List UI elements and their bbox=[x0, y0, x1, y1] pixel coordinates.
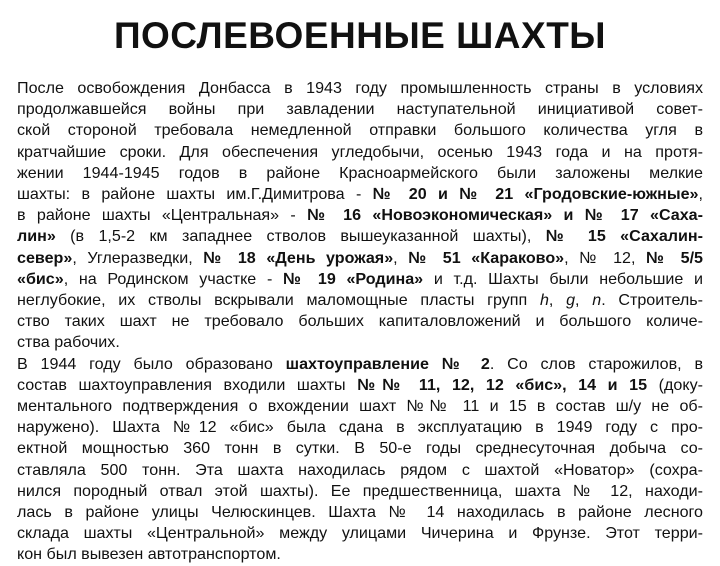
bold-text: № 16 «Новоэкономическая» и № 17 «Саха- bbox=[307, 206, 703, 225]
text-line bbox=[17, 290, 703, 311]
bold-text: лин» bbox=[17, 227, 56, 246]
text-segment: наружено). Шахта №12 «бис» была сдана в эксплуатацию в 1949 году с про- bbox=[17, 418, 703, 437]
text-segment: неглубокие, их стволы вскрывали маломощные пласты групп bbox=[17, 291, 540, 310]
text-line bbox=[17, 523, 703, 544]
text-segment: . Со слов старожилов, в bbox=[489, 354, 703, 373]
text-line bbox=[17, 332, 703, 353]
text-segment: продолжавшейся войны при завладении наступательной инициативой совет- bbox=[17, 100, 703, 119]
text-line bbox=[17, 375, 703, 396]
italic-text: n bbox=[592, 291, 602, 310]
text-segment: В 1944 году было образовано bbox=[17, 354, 286, 373]
text-segment: , на Родинском участке - bbox=[63, 269, 284, 288]
text-line bbox=[17, 544, 703, 565]
text-segment: ментального подтверждения о вхождении шахт №№ 11 и 15 в состав ш/у не об- bbox=[17, 397, 703, 416]
italic-text: g bbox=[566, 291, 576, 310]
text-segment: (доку- bbox=[647, 375, 703, 394]
text-segment: ской стороной требовала немедленной отправки большого количества угля в bbox=[17, 121, 703, 140]
text-segment: шахты: в районе шахты им.Г.Димитрова - bbox=[17, 185, 373, 204]
text-segment: склада шахты «Центральной» между улицами Чичерина и Фрунзе. Этот терри- bbox=[17, 524, 703, 543]
bold-text: №№ 11, 12, 12 «бис», 14 и 15 bbox=[357, 375, 648, 394]
text-line bbox=[17, 396, 703, 417]
text-line bbox=[17, 460, 703, 481]
bold-text: север» bbox=[17, 248, 73, 267]
text-segment: (в 1,5-2 км западнее стволов вышеуказанной шахты), bbox=[55, 227, 546, 246]
text-line bbox=[17, 163, 703, 184]
text-segment: ство таких шахт не требовало больших капиталовложений и большого количе- bbox=[17, 312, 703, 331]
text-line bbox=[17, 226, 703, 247]
text-line bbox=[17, 438, 703, 459]
bold-text: № 20 и № 21 «Гродовские-южные» bbox=[372, 185, 699, 204]
text-line bbox=[17, 502, 703, 523]
text-segment: , bbox=[393, 248, 409, 267]
text-line bbox=[17, 269, 703, 290]
page-title: ПОСЛЕВОЕННЫЕ ШАХТЫ bbox=[113, 15, 607, 56]
bold-text: № 51 «Караково» bbox=[408, 248, 565, 267]
bold-text: № 15 «Сахалин- bbox=[545, 227, 703, 246]
text-line bbox=[17, 142, 703, 163]
text-line bbox=[17, 205, 703, 226]
text-segment: , bbox=[575, 291, 593, 310]
text-segment: нился породный отвал этой шахты). Ее предшественница, шахта № 12, находи- bbox=[17, 481, 703, 500]
bold-text: № 18 «День урожая» bbox=[203, 248, 394, 267]
text-line bbox=[17, 311, 703, 332]
text-segment: в районе шахты «Центральная» - bbox=[17, 206, 308, 225]
body-text bbox=[17, 78, 703, 566]
text-segment: состав шахтоуправления входили шахты bbox=[17, 375, 358, 394]
text-segment: , № 12, bbox=[564, 248, 647, 267]
text-segment: кратчайшие сроки. Для обеспечения угледобычи, осенью 1943 года и на протя- bbox=[17, 142, 703, 161]
text-line bbox=[17, 248, 703, 269]
text-line bbox=[17, 184, 703, 205]
italic-text: h bbox=[539, 291, 549, 310]
text-segment: , bbox=[698, 185, 703, 204]
text-line bbox=[17, 99, 703, 120]
bold-text: № 19 «Родина» bbox=[283, 269, 424, 288]
text-line bbox=[17, 417, 703, 438]
bold-text: № 5/5 bbox=[646, 248, 703, 267]
text-line bbox=[17, 78, 703, 99]
text-segment: и т.д. Шахты были небольшие и bbox=[423, 269, 703, 288]
text-segment: кон был вывезен автотранспортом. bbox=[17, 545, 281, 564]
text-segment: , bbox=[548, 291, 567, 310]
text-segment: После освобождения Донбасса в 1943 году промышленность страны в условиях bbox=[17, 79, 703, 97]
text-segment: жении 1944-1945 годов в районе Красноармейского были заложены мелкие bbox=[17, 163, 703, 182]
bold-text: шахтоуправление № 2 bbox=[285, 354, 490, 373]
text-line bbox=[17, 481, 703, 502]
text-segment: ства рабочих. bbox=[17, 333, 120, 352]
text-line bbox=[17, 354, 703, 375]
text-segment: , Углеразведки, bbox=[72, 248, 204, 267]
text-segment: лась в районе улицы Челюскинцев. Шахта № 14 находилась в районе лесного bbox=[17, 503, 703, 522]
text-segment: . Строитель- bbox=[601, 291, 703, 310]
text-segment: ектной мощностью 360 тонн в сутки. В 50-е годы среднесуточная добыча со- bbox=[17, 439, 703, 458]
text-line bbox=[17, 120, 703, 141]
bold-text: «бис» bbox=[17, 269, 64, 288]
text-segment: ставляла 500 тонн. Эта шахта находилась рядом с шахтой «Новатор» (сохра- bbox=[17, 460, 703, 479]
